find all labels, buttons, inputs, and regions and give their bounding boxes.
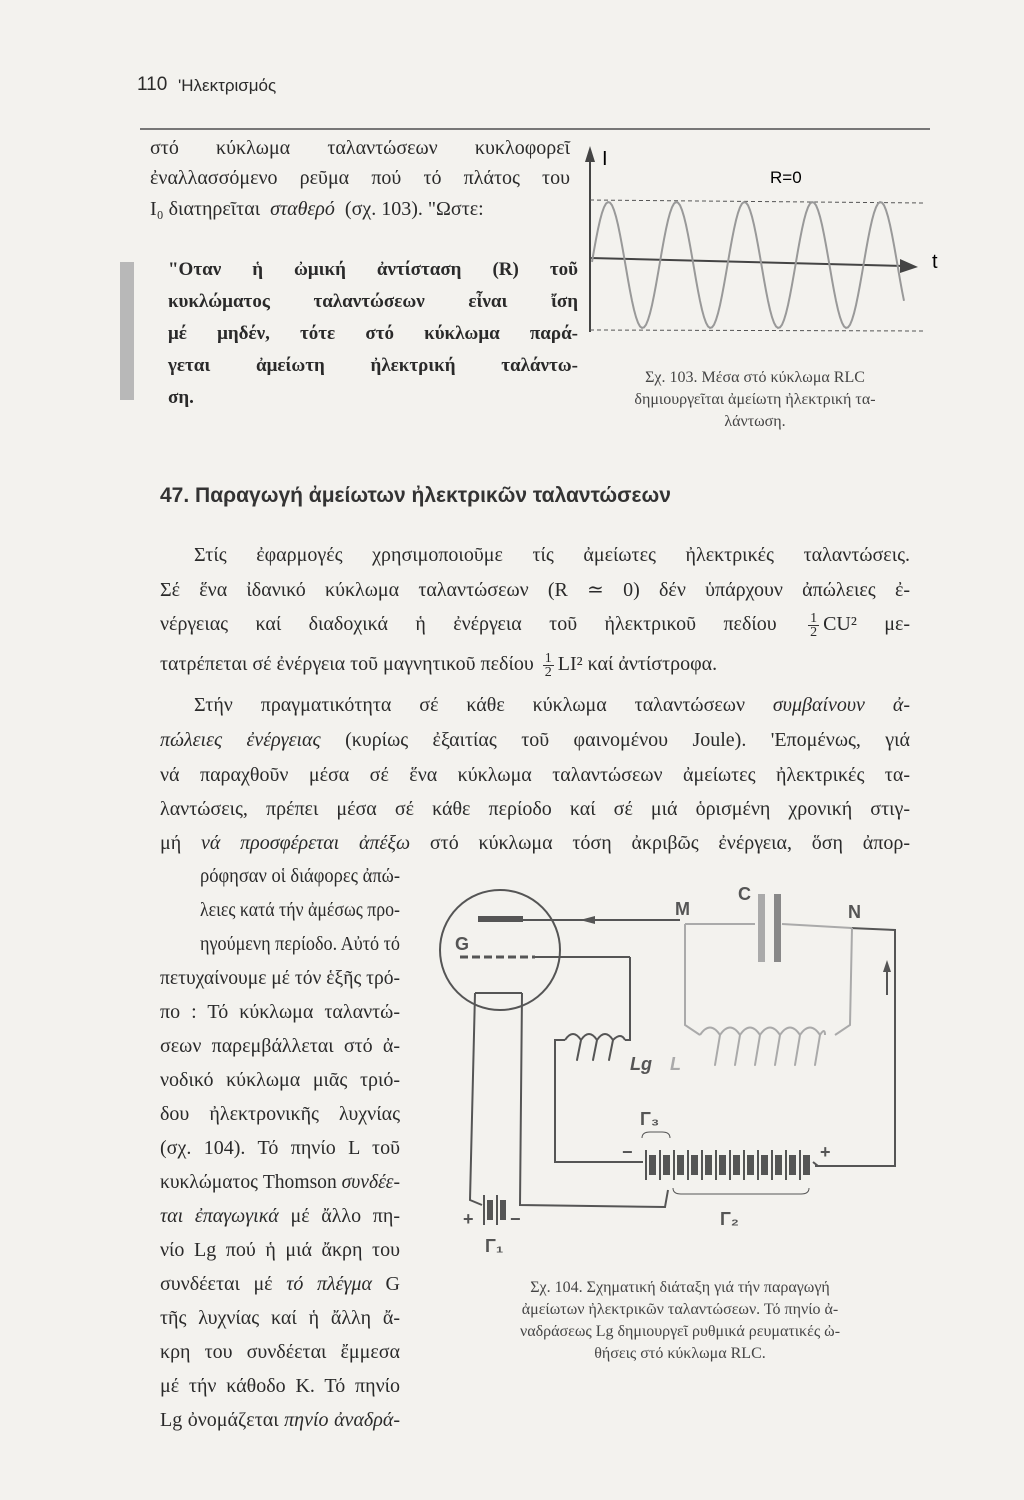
highlight-line: κυκλώματος ταλαντώσεων εἶναι ἴση: [168, 291, 578, 312]
column-line: νίο Lg πού ἡ μιά ἄκρη του: [160, 1239, 400, 1261]
battery-cell-thin: [771, 1150, 773, 1180]
column-line: νοδικό κύκλωμα μιᾶς τριό-: [160, 1069, 400, 1091]
body-line: [160, 728, 910, 752]
body-line: νά παραχθοῦν μέσα σέ ἕνα κύκλωμα ταλαντώσεων ἀμείωτες ἠλεκτρικές τα-: [160, 764, 910, 786]
figure-103-caption: Σχ. 103. Μέσα στό κύκλωμα RLC: [645, 369, 865, 386]
battery-cell-thin: [715, 1150, 717, 1180]
body-text: LI² καί ἀντίστροφα.: [557, 653, 718, 676]
column-line: (σχ. 104). Τό πηνίο L τοῦ: [160, 1137, 400, 1159]
body-text: CU² με-: [823, 613, 911, 636]
column-line: [160, 1408, 400, 1432]
body-text: μή: [160, 832, 182, 854]
fraction-den: 2: [810, 625, 818, 640]
page-number: 110: [137, 74, 168, 95]
battery-cell-thick: [775, 1155, 782, 1175]
column-line: λειες κατά τήν ἀμέσως προ-: [200, 899, 400, 921]
body-line: λαντώσεις, πρέπει μέσα σέ κάθε περίοδο καί σέ μιά ὁρισμένη χρονική στιγ-: [160, 798, 910, 820]
cathode-wire-left: [470, 993, 482, 1205]
label-c: C: [738, 884, 751, 904]
section-number: 47.: [160, 484, 190, 507]
body-text: τατρέπεται σέ ἐνέργεια τοῦ μαγνητικοῦ πεδίου: [160, 653, 534, 676]
figure-104-caption: ναδράσεως Lg δημιουργεῖ ρυθμικά ρευματικές ὠ-: [519, 1323, 841, 1340]
battery-cell-thick: [663, 1155, 670, 1175]
battery-cell-thin: [673, 1150, 675, 1180]
label-minus: −: [622, 1142, 633, 1162]
battery-cell-thick: [649, 1155, 656, 1175]
label-plus: +: [463, 1209, 474, 1229]
current-arrow-top: [580, 916, 595, 924]
section-heading: [160, 484, 671, 508]
battery-cell-thin: [729, 1150, 731, 1180]
figure-104-caption: Σχ. 104. Σχηματική διάταξη γιά τήν παραγωγή: [530, 1279, 830, 1296]
battery-cell-thick: [691, 1155, 698, 1175]
highlight-line: μέ μηδέν, τότε στό κύκλωμα παρά-: [168, 323, 578, 344]
grid-loop: [625, 957, 630, 1040]
column-line: [160, 1272, 400, 1296]
label-minus: −: [510, 1209, 521, 1229]
intro-line: στό κύκλωμα ταλαντώσεων κυκλοφορεῖ: [150, 137, 570, 159]
amplitude-line-bottom: [590, 330, 925, 331]
figure-104-caption: ἀμείωτων ἠλεκτρικῶν ταλαντώσεων. Τό πηνίο ἀ-: [521, 1301, 839, 1318]
figure-103-graph: [580, 140, 950, 340]
capacitor-plate: [758, 894, 765, 962]
y-axis-arrow: [585, 146, 595, 162]
battery-cell-thick: [789, 1155, 796, 1175]
running-title: 'Ηλεκτρισμός: [178, 76, 277, 95]
column-line: ρόφησαν οἱ διάφορες ἀπώ-: [200, 865, 401, 887]
figure-104-caption: θήσεις στό κύκλωμα RLC.: [594, 1345, 766, 1362]
fraction-half: [808, 612, 819, 639]
x-axis: [590, 258, 905, 266]
highlight-line: γεται ἀμείωτη ἠλεκτρική ταλάντω-: [168, 355, 578, 376]
body-text: Lg ὀνομάζεται: [160, 1409, 279, 1431]
column-line: τῆς λυχνίας καί ἡ ἄλλη ἄ-: [160, 1307, 400, 1329]
intro-emph: σταθερό: [270, 198, 335, 220]
column-line: κρη του συνδέεται ἔμμεσα: [160, 1341, 400, 1363]
tank-wire: [685, 924, 852, 1035]
intro-text: (σχ. 103). "Ωστε:: [344, 198, 484, 220]
column-line: πο : Τό κύκλωμα ταλαντώ-: [160, 1001, 400, 1023]
highlight-bar: [120, 262, 134, 400]
column-line: μέ τήν κάθοδο Κ. Τό πηνίο: [160, 1375, 400, 1397]
battery-cell-thick: [761, 1155, 768, 1175]
coil-lg: [565, 1034, 625, 1060]
current-arrow-right: [883, 960, 891, 972]
body-emph: συνδέε-: [341, 1171, 401, 1193]
intro-line: [150, 197, 570, 221]
capacitor-plate: [774, 894, 781, 962]
battery-gamma2: [630, 1132, 818, 1194]
label-plus: +: [820, 1142, 831, 1162]
body-text: Στήν πραγματικότητα σέ κάθε κύκλωμα ταλαντώσεων: [194, 694, 745, 716]
body-emph: πώλειες ἐνέργειας: [160, 729, 321, 751]
body-text: (κυρίως ἐξαιτίας τοῦ φαινομένου Joule). 'Επομένως, γιά: [345, 729, 911, 751]
fraction-num: 1: [544, 651, 552, 666]
body-line: [194, 693, 910, 717]
anode-plate: [478, 916, 523, 922]
amplitude-line-top: [590, 200, 925, 203]
battery-cell-thick: [677, 1155, 684, 1175]
body-line: [160, 652, 910, 679]
body-emph: ται ἐπαγωγικά: [160, 1205, 279, 1227]
label-gamma2: Γ₂: [720, 1209, 739, 1229]
column-line: [160, 1170, 400, 1194]
intro-text: I₀ διατηρεῖται: [150, 198, 261, 220]
body-line: [160, 612, 910, 639]
battery-cell-thin: [757, 1150, 759, 1180]
battery-cell-thick: [719, 1155, 726, 1175]
highlight-line: "Οταν ἡ ὠμική ἀντίσταση (R) τοῦ: [168, 259, 578, 280]
intro-line: ἐναλλασσόμενο ρεῦμα πού τό πλάτος του: [150, 167, 570, 189]
coil-l: [700, 1028, 825, 1066]
battery-cell-thin: [785, 1150, 787, 1180]
body-text: συνδέεται μέ: [160, 1273, 273, 1295]
battery-cell-thin: [743, 1150, 745, 1180]
column-line: σεων παρεμβάλλεται στό ἀ-: [160, 1035, 400, 1057]
fraction-num: 1: [810, 611, 818, 626]
body-text: G: [385, 1273, 400, 1295]
figure-104-circuit: [430, 860, 930, 1280]
section-title: Παραγωγή ἀμείωτων ἠλεκτρικῶν ταλαντώσεων: [195, 484, 671, 507]
label-lg: Lg: [630, 1054, 652, 1074]
body-text: κυκλώματος Thomson: [160, 1171, 337, 1193]
gamma3-brace: [642, 1132, 670, 1138]
battery-cell-thin: [799, 1150, 801, 1180]
battery-gamma1: [483, 1195, 506, 1225]
column-line: δου ἠλεκτρονικῆς λυχνίας: [160, 1103, 400, 1125]
body-line: [160, 831, 910, 855]
x-axis-arrow: [900, 259, 918, 273]
battery-cell-thick: [803, 1155, 810, 1175]
body-line: Στίς ἐφαρμογές χρησιμοποιοῦμε τίς ἀμείωτες ἠλεκτρικές ταλαντώσεις.: [194, 544, 910, 566]
x-axis-label: t: [932, 251, 938, 273]
label-n: N: [848, 902, 861, 922]
body-emph: συμβαίνουν ἀ-: [772, 694, 910, 716]
label-g: G: [455, 934, 470, 954]
battery-cell-thin: [701, 1150, 703, 1180]
column-line: πετυχαίνουμε μέ τόν ἑξῆς τρό-: [160, 967, 401, 989]
body-line: Σέ ἕνα ἰδανικό κύκλωμα ταλαντώσεων (R ≃ 0) δέν ὑπάρχουν ἀπώλειες ἐ-: [160, 579, 910, 601]
body-text: στό κύκλωμα τόση ἀκριβῶς ἐνέργεια, ὅση ἀπορ-: [429, 832, 910, 854]
body-emph: νά προσφέρεται ἀπέξω: [200, 832, 411, 854]
battery-cell-thick: [733, 1155, 740, 1175]
y-axis-label: I: [602, 148, 608, 170]
label-gamma3: Γ₃: [640, 1109, 660, 1129]
label-m: M: [675, 899, 690, 919]
battery-cell-thin: [659, 1150, 661, 1180]
fraction-den: 2: [544, 665, 552, 680]
column-line: [160, 1204, 400, 1228]
body-emph: πηνίο ἀναδρά-: [284, 1409, 400, 1431]
fraction-half: [543, 652, 554, 679]
r-zero-label: R=0: [770, 168, 802, 187]
body-text: μέ ἄλλο πη-: [290, 1205, 400, 1227]
column-line: ηγούμενη περίοδο. Αὐτό τό: [200, 933, 401, 955]
return-wire: [815, 928, 895, 1166]
battery-cell-thick: [705, 1155, 712, 1175]
battery-cell-thick: [747, 1155, 754, 1175]
label-l: L: [670, 1054, 681, 1074]
figure-103-caption: λάντωση.: [724, 413, 786, 430]
battery-cell-thin: [645, 1150, 647, 1180]
highlight-line: ση.: [168, 387, 194, 408]
label-gamma1: Γ₁: [485, 1236, 504, 1256]
gamma2-brace: [673, 1188, 809, 1194]
body-emph: τό πλέγμα: [286, 1273, 372, 1295]
figure-103-caption: δημιουργεῖται ἀμείωτη ἠλεκτρική τα-: [634, 391, 876, 408]
battery-cell-thin: [687, 1150, 689, 1180]
body-text: νέργειας καί διαδοχικά ἡ ἐνέργεια τοῦ ἠλεκτρικοῦ πεδίου: [160, 613, 777, 636]
header-rule: [140, 128, 930, 130]
